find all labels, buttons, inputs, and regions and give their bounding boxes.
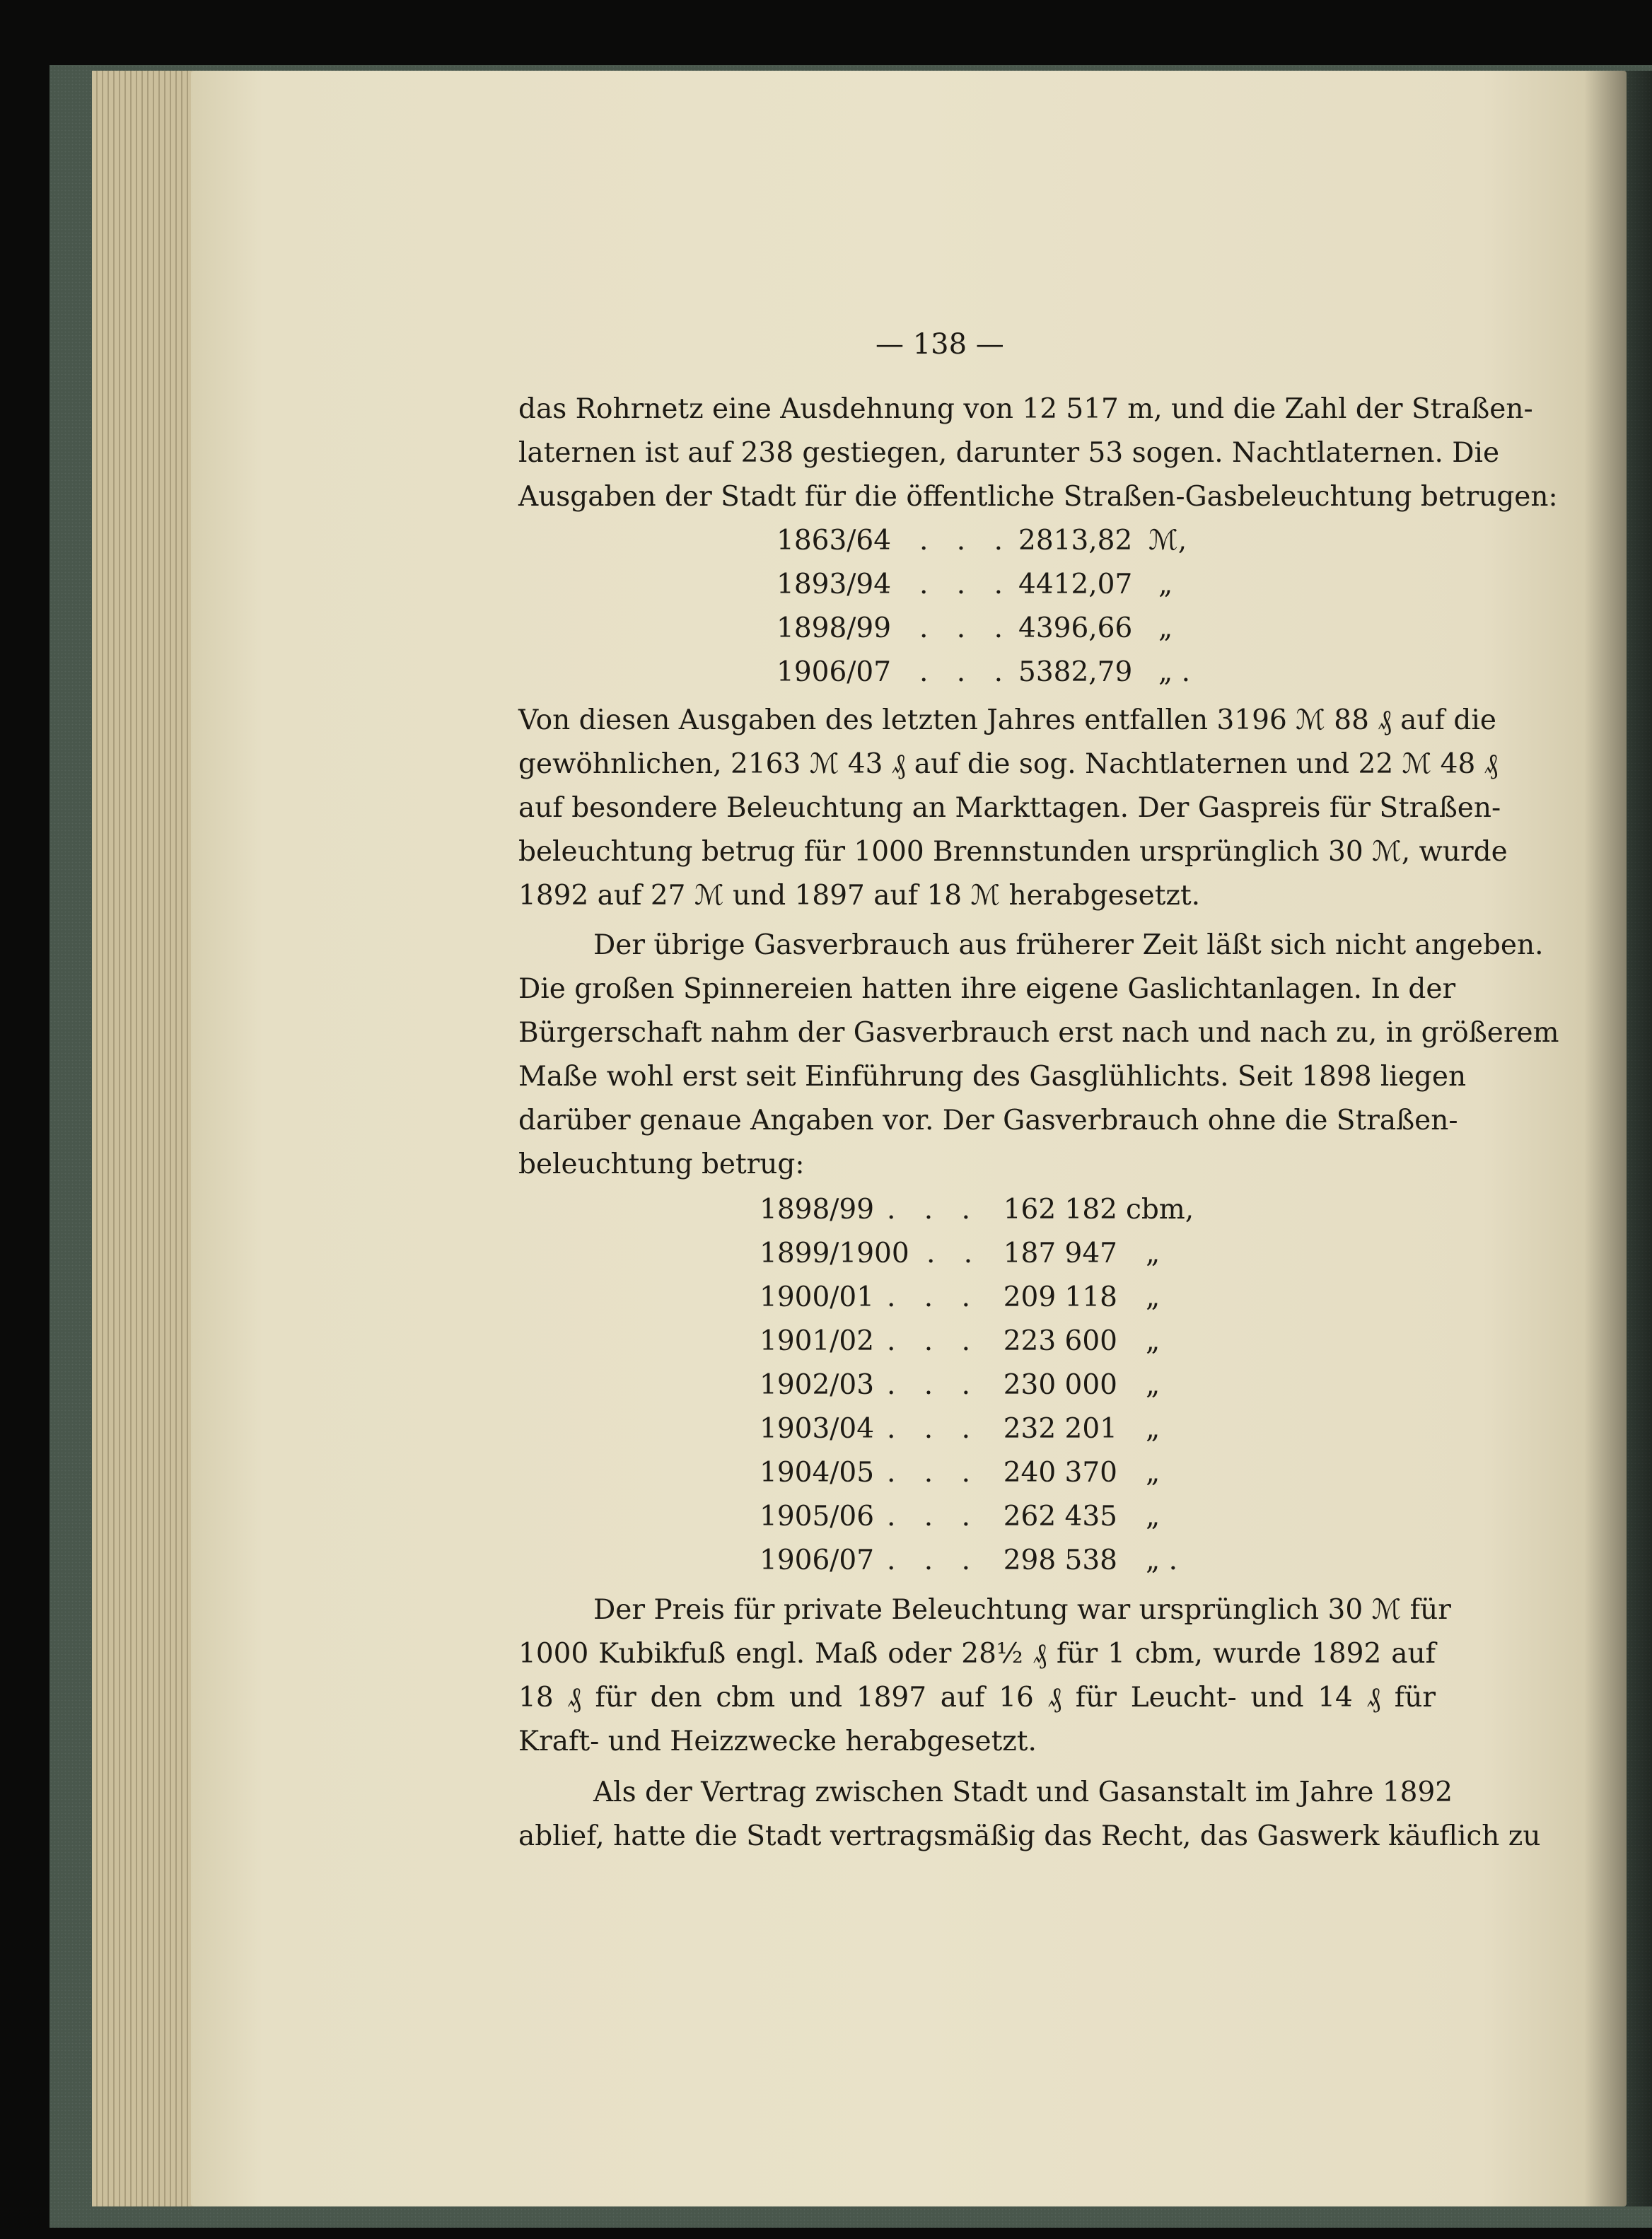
table-unit: „ xyxy=(1158,569,1173,600)
table-year: 1902/03 xyxy=(760,1369,875,1401)
text-line: beleuchtung betrug für 1000 Brennstunden ursprünglich 30 ℳ, wurde xyxy=(518,836,1508,868)
table-value: 209 118 xyxy=(1003,1281,1117,1313)
table-unit: „ xyxy=(1146,1325,1161,1357)
table-dots: . . . xyxy=(887,1281,980,1313)
table-unit: cbm, xyxy=(1126,1194,1194,1226)
table-value: 4396,66 xyxy=(1018,612,1133,644)
table-unit: „ xyxy=(1146,1369,1161,1401)
table-year: 1900/01 xyxy=(760,1281,875,1313)
table-value: 2813,82 xyxy=(1018,525,1133,557)
table-value: 162 182 xyxy=(1003,1194,1117,1226)
text-line: Die großen Spinnereien hatten ihre eigene Gaslichtanlagen. In der xyxy=(518,973,1456,1005)
table-dots: . . xyxy=(926,1238,983,1269)
text-line: Der übrige Gasverbrauch aus früherer Zeit läßt sich nicht angeben. xyxy=(593,929,1544,961)
text-line: Als der Vertrag zwischen Stadt und Gasanstalt im Jahre 1892 xyxy=(593,1776,1453,1808)
table-unit: „ xyxy=(1146,1238,1161,1269)
table-value: 298 538 xyxy=(1003,1545,1117,1576)
table-dots: . . . xyxy=(919,656,1013,688)
table-unit: „ xyxy=(1158,612,1173,644)
table-unit: „ . xyxy=(1158,656,1190,688)
table-unit: ℳ, xyxy=(1148,525,1187,557)
text-line: 18 ₰ für den cbm und 1897 auf 16 ₰ für Leucht- und 14 ₰ für xyxy=(518,1682,1436,1714)
table-dots: . . . xyxy=(919,612,1013,644)
table-value: 223 600 xyxy=(1003,1325,1117,1357)
table-unit: „ xyxy=(1146,1281,1161,1313)
table-value: 240 370 xyxy=(1003,1457,1117,1489)
text-line: das Rohrnetz eine Ausdehnung von 12 517 m, und die Zahl der Straßen- xyxy=(518,393,1533,425)
table-dots: . . . xyxy=(887,1325,980,1357)
table-year: 1899/1900 xyxy=(760,1238,909,1269)
page-edges xyxy=(92,71,205,2206)
table-year: 1893/94 xyxy=(776,569,892,600)
table-year: 1898/99 xyxy=(776,612,892,644)
table-year: 1906/07 xyxy=(760,1545,875,1576)
table-dots: . . . xyxy=(887,1369,980,1401)
text-line: darüber genaue Angaben vor. Der Gasverbrauch ohne die Straßen- xyxy=(518,1105,1458,1136)
text-line: auf besondere Beleuchtung an Markttagen. Der Gaspreis für Straßen- xyxy=(518,792,1501,824)
table-unit: „ . xyxy=(1146,1545,1177,1576)
table-value: 230 000 xyxy=(1003,1369,1117,1401)
table-year: 1906/07 xyxy=(776,656,892,688)
table-year: 1904/05 xyxy=(760,1457,875,1489)
table-dots: . . . xyxy=(919,569,1013,600)
text-line: ablief, hatte die Stadt vertragsmäßig das Recht, das Gaswerk käuflich zu xyxy=(518,1820,1541,1852)
table-unit: „ xyxy=(1146,1501,1161,1533)
table-value: 4412,07 xyxy=(1018,569,1133,600)
table-value: 232 201 xyxy=(1003,1413,1117,1445)
text-line: laternen ist auf 238 gestiegen, darunter 53 sogen. Nachtlaternen. Die xyxy=(518,437,1500,469)
text-line: gewöhnlichen, 2163 ℳ 43 ₰ auf die sog. Nachtlaternen und 22 ℳ 48 ₰ xyxy=(518,748,1499,780)
table-unit: „ xyxy=(1146,1413,1161,1445)
table-year: 1863/64 xyxy=(776,525,892,557)
text-line: Von diesen Ausgaben des letzten Jahres entfallen 3196 ℳ 88 ₰ auf die xyxy=(518,704,1496,736)
table-year: 1903/04 xyxy=(760,1413,875,1445)
text-line: 1892 auf 27 ℳ und 1897 auf 18 ℳ herabgesetzt. xyxy=(518,880,1201,912)
table-dots: . . . xyxy=(887,1194,980,1226)
text-line: Kraft- und Heizzwecke herabgesetzt. xyxy=(518,1726,1037,1757)
table-dots: . . . xyxy=(919,525,1013,557)
table-value: 262 435 xyxy=(1003,1501,1117,1533)
text-line: Der Preis für private Beleuchtung war ursprünglich 30 ℳ für xyxy=(593,1594,1451,1626)
text-line: Maße wohl erst seit Einführung des Gasglühlichts. Seit 1898 liegen xyxy=(518,1061,1467,1093)
table-dots: . . . xyxy=(887,1457,980,1489)
text-line: Bürgerschaft nahm der Gasverbrauch erst nach und nach zu, in größerem xyxy=(518,1017,1559,1049)
table-dots: . . . xyxy=(887,1501,980,1533)
text-line: 1000 Kubikfuß engl. Maß oder 28½ ₰ für 1 cbm, wurde 1892 auf xyxy=(518,1638,1436,1670)
table-dots: . . . xyxy=(887,1545,980,1576)
text-line: Ausgaben der Stadt für die öffentliche Straßen-Gasbeleuchtung betrugen: xyxy=(518,481,1558,513)
table-year: 1898/99 xyxy=(760,1194,875,1226)
table-unit: „ xyxy=(1146,1457,1161,1489)
gutter-shadow xyxy=(1584,71,1652,2206)
table-year: 1905/06 xyxy=(760,1501,875,1533)
text-line: beleuchtung betrug: xyxy=(518,1148,805,1180)
table-value: 5382,79 xyxy=(1018,656,1133,688)
table-value: 187 947 xyxy=(1003,1238,1117,1269)
table-year: 1901/02 xyxy=(760,1325,875,1357)
table-dots: . . . xyxy=(887,1413,980,1445)
page-number: — 138 — xyxy=(876,328,1004,361)
